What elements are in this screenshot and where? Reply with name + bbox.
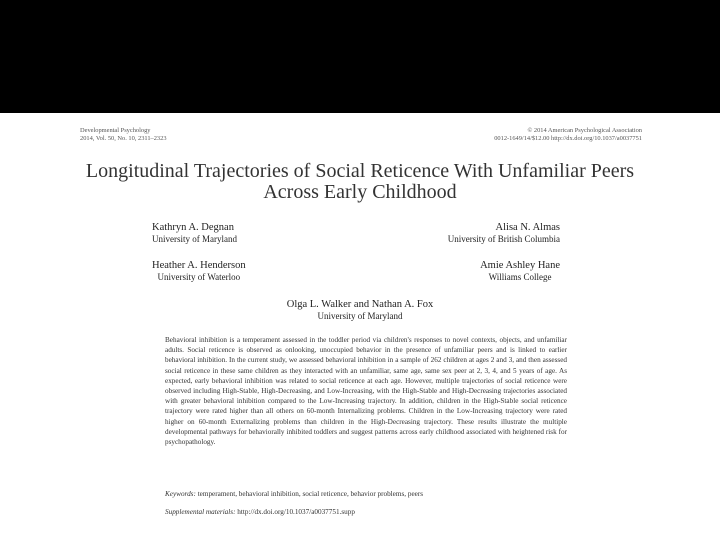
author-affiliation: University of Maryland [152, 234, 237, 244]
supplemental-label: Supplemental materials: [165, 508, 236, 516]
keywords-line [165, 489, 567, 499]
paper-page [0, 113, 720, 540]
journal-header [80, 127, 167, 143]
doi-line: 0012-1649/14/$12.00 http://dx.doi.org/10.1037/a0037751 [494, 135, 642, 142]
author-block [152, 260, 246, 283]
supplemental-link[interactable]: http://dx.doi.org/10.1037/a0037751.supp [237, 508, 355, 516]
author-name: Amie Ashley Hane [480, 260, 560, 271]
author-name: Olga L. Walker and Nathan A. Fox [286, 299, 434, 310]
journal-volume: 2014, Vol. 50, No. 10, 2311–2323 [80, 135, 167, 142]
copyright-header [494, 127, 642, 143]
author-affiliation: University of Waterloo [157, 272, 241, 282]
journal-name: Developmental Psychology [80, 127, 151, 134]
author-affiliation: Williams College [488, 272, 552, 282]
black-top-band [0, 0, 720, 113]
author-name: Alisa N. Almas [495, 222, 560, 233]
supplemental-line [165, 507, 567, 517]
author-block [480, 260, 560, 283]
copyright-notice: © 2014 American Psychological Association [527, 127, 642, 134]
author-name: Kathryn A. Degnan [152, 222, 234, 233]
keywords-text: temperament, behavioral inhibition, social reticence, behavior problems, peers [197, 490, 424, 498]
author-name: Heather A. Henderson [152, 260, 246, 271]
keywords-label: Keywords: [165, 490, 196, 498]
author-affiliation: University of British Columbia [447, 234, 560, 244]
author-affiliation: University of Maryland [317, 311, 403, 321]
author-block [448, 222, 560, 245]
author-block [152, 222, 237, 245]
paper-title: Longitudinal Trajectories of Social Reticence With Unfamiliar Peers Across Early Childhood [85, 160, 635, 203]
abstract: Behavioral inhibition is a temperament assessed in the toddler period via children's responses to novel contexts, objects, and unfamiliar adults. Social reticence is observed as onlooking, unoccupied behavior in the presence of unfamiliar peers and is linked to earlier behavioral inhibition. In the current study, we assessed behavioral inhibition in a sample of 262 children at ages 2 and 3, and then assessed social reticence in these same children as they interacted with an unfamiliar, same age, same sex peer at 2, 3, 4, and 5 years of age. As expected, early behavioral inhibition was related to social reticence at each age. However, multiple trajectories of social reticence were observed including High-Stable, High-Decreasing, and Low-Increasing, with the High-Stable and High-Decreasing trajectories associated with greater behavioral inhibition compared to the Low-Increasing trajectory. In addition, children in the High-Stable social reticence trajectory were rated higher than all others on 60-month Internalizing problems. Children in the Low-Increasing trajectory were rated higher on 60-month Externalizing problems than children in the High-Decreasing trajectory. These results illustrate the multiple developmental pathways for behaviorally inhibited toddlers and suggest patterns across early childhood associated with heightened risk for psychopathology. [165, 336, 567, 447]
author-block [210, 299, 510, 322]
